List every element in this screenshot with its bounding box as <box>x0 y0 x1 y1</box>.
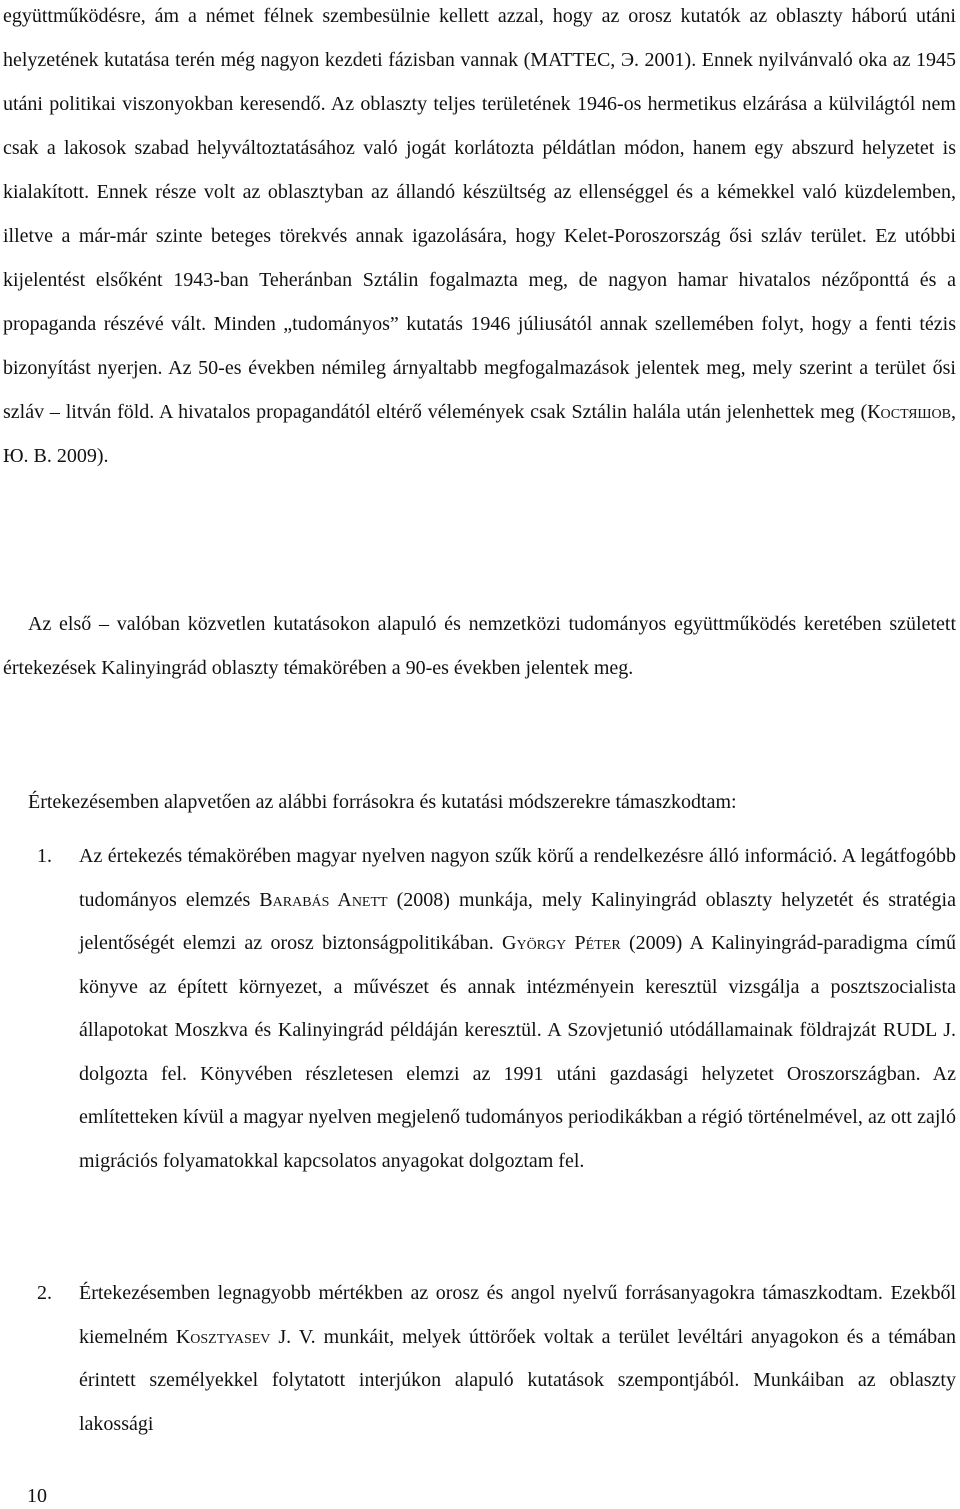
sources-intro: Értekezésemben alapvetően az alábbi forrásokra és kutatási módszerekre támaszkodtam: <box>28 791 737 813</box>
body-paragraph-1 <box>3 0 956 478</box>
paragraph-1-text-a: együttműködésre, ám a német félnek szembesülnie kellett azzal, hogy az orosz kutatók az oblaszty háború utáni helyzetének kutatása terén még nagyon kezdeti fázisban vannak (MATTEC, Э. 2001). Ennek nyilvánvaló oka az 1945 utáni politikai viszonyokban keresendő. Az oblaszty teljes területének 1946-os hermetikus elzárása a külvilágtól nem csak a lakosok szabad helyváltoztatásához való jogát korlátozta példátlan módon, hanem egy abszurd helyzetet is kialakított. Ennek része volt az oblasztyban az állandó készültség az ellenséggel és a kémekkel való küzdelemben, illetve a már-már szinte beteges törekvés annak igazolására, hogy Kelet-Poroszország ősi szláv terület. Ez utóbbi kijelentést elsőként 1943-ban Teheránban Sztálin fogalmazta meg, de nagyon hamar hivatalos nézőponttá és a propaganda részévé vált. Minden „tudományos” kutatás 1946 júliusától annak szellemében folyt, hogy a fenti tézis bizonyítást nyerjen. Az 50-es években némileg árnyaltabb megfogalmazások jelentek meg, mely szerint a terület ősi szláv – litván föld. A hivatalos propagandától eltérő vélemények csak Sztálin halála után jelenhettek meg ( <box>3 5 956 423</box>
list-item-1-text-c: (2009) A Kalinyingrád-paradigma című könyve az épített környezet, a művészet és annak intézményein keresztül vizsgálja a posztszocialista állapotokat Moszkva és Kalinyingrád példáján keresztül. A Szovjetunió utódállamainak földrajzát RUDL J. dolgozta fel. Könyvében részletesen elemzi az 1991 utáni gazdasági helyzetet Oroszországban. Az említetteken kívül a magyar nyelven megjelenő tudományos periodikákban a régió történelmével, az ott zajló migrációs folyamatokkal kapcsolatos anyagokat dolgoztam fel. <box>79 932 956 1172</box>
list-item-2-text-a: Értekezésemben legnagyobb mértékben az orosz és angol nyelvű forrásanyagokra támaszkodtam. Ezekből kiemelném <box>79 1282 956 1348</box>
list-item-2-text-b: J. V. munkáit, melyek úttörőek voltak a terület levéltári anyagokon és a témában érintett személyekkel folytatott interjúkon alapuló kutatások szempontjából. Munkáiban az oblaszty lakossági <box>79 1325 957 1435</box>
list-item-1-text-a: Az értekezés témakörében magyar nyelven nagyon szűk körű a rendelkezésre álló információ. A legátfogóbb tudományos elemzés <box>79 845 956 911</box>
list-item-1-text-b: (2008) munkája, mely Kalinyingrád oblaszty helyzetét és stratégia jelentőségét elemzi az orosz biztonságpolitikában. <box>79 888 956 954</box>
body-paragraph-2 <box>3 602 956 690</box>
list-number-1: 1. <box>37 845 52 867</box>
list-number-2: 2. <box>37 1282 52 1304</box>
list-item-2 <box>79 1272 956 1446</box>
paragraph-2-text: Az első – valóban közvetlen kutatásokon alapuló és nemzetközi tudományos együttműködés keretében született értekezések Kalinyingrád oblaszty témakörében a 90-es években jelentek meg. <box>3 613 956 679</box>
list-item-1 <box>79 835 956 1183</box>
author-name-barabas: Barabás Anett <box>259 888 388 911</box>
page-number: 10 <box>27 1485 47 1507</box>
author-name-kostyashov: Костяшов <box>867 401 951 423</box>
author-name-kosztyasev: Kosztyasev <box>175 1325 271 1348</box>
paragraph-1-text-b: , Ю. В. 2009). <box>3 401 956 467</box>
author-name-gyorgy: György Péter <box>502 932 621 954</box>
